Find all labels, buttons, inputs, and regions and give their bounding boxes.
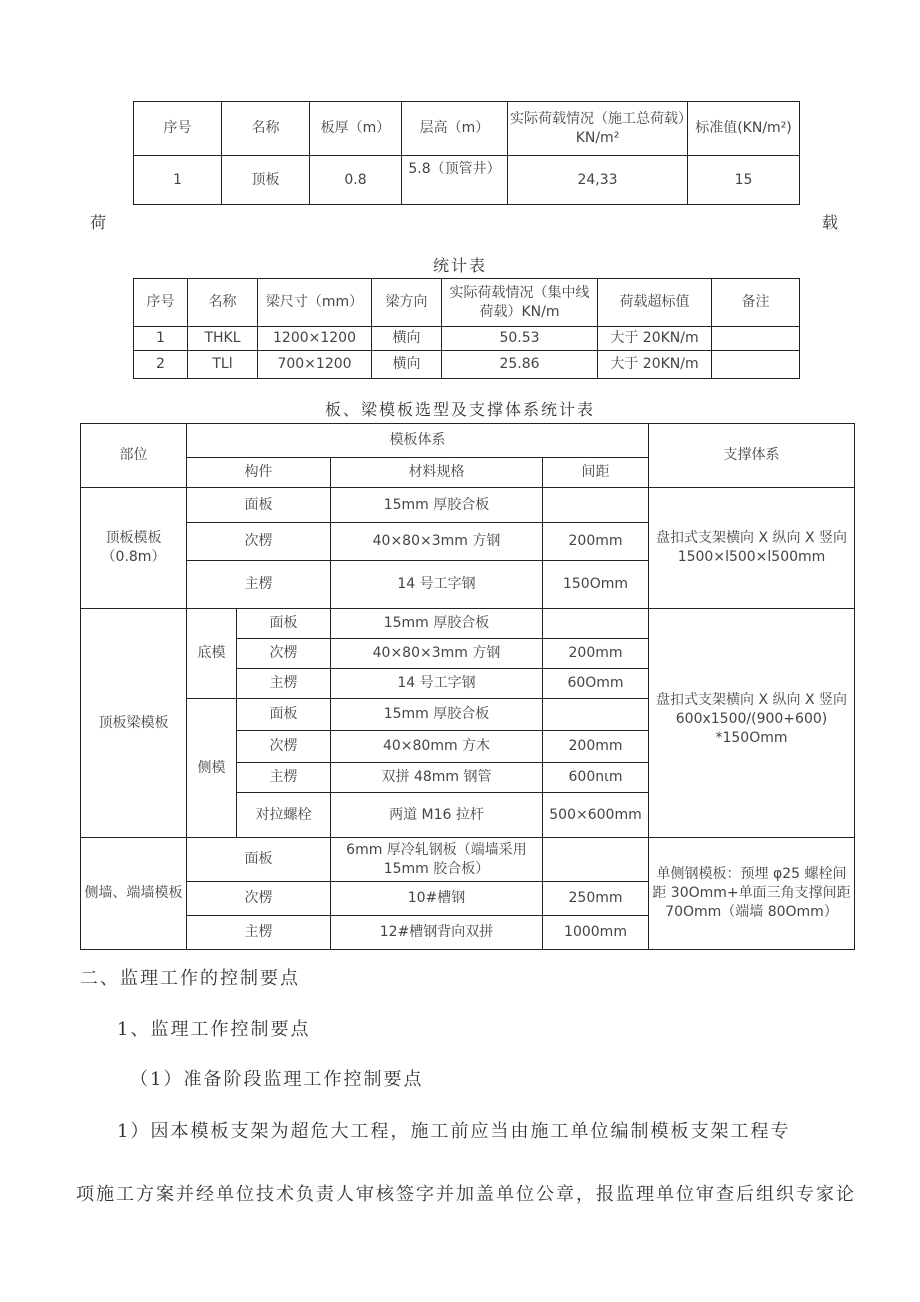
header-cell: 材料规格: [331, 458, 543, 488]
table-cell: 1200×1200: [258, 327, 372, 351]
table-cell: 次楞: [187, 882, 331, 916]
title-char-right: 载: [822, 213, 841, 232]
section-label: 顶板梁模板: [81, 609, 187, 838]
header-cell: 序号: [134, 102, 222, 156]
table-cell: 15mm 厚胶合板: [331, 699, 543, 731]
table-cell: 40×80mm 方木: [331, 731, 543, 763]
table-cell: 次楞: [187, 523, 331, 561]
table-cell: 横向: [372, 351, 442, 379]
table-cell: 250mm: [543, 882, 649, 916]
table-cell: 1: [134, 156, 222, 205]
header-cell: 部位: [81, 424, 187, 488]
header-cell: 实际荷载情况（施工总荷载）KN/m²: [508, 102, 688, 156]
table-cell: 顶板: [222, 156, 310, 205]
table-cell: [712, 351, 800, 379]
table-cell: [543, 838, 649, 882]
table-cell: 大于 20KN/m: [598, 327, 712, 351]
table-cell: [543, 488, 649, 523]
header-cell: 荷载超标值: [598, 279, 712, 327]
table-cell: 横向: [372, 327, 442, 351]
header-cell: 支撑体系: [649, 424, 855, 488]
load-table-slab: [133, 101, 800, 205]
table-cell: [543, 609, 649, 639]
table-cell: 面板: [237, 699, 331, 731]
table-cell: 面板: [237, 609, 331, 639]
paragraph-line: 项施工方案并经单位技术负责人审核签字并加盖单位公章，报监理单位审查后组织专家论: [76, 1184, 856, 1205]
paragraph-line: 1）因本模板支架为超危大工程，施工前应当由施工单位编制模板支架工程专: [117, 1121, 791, 1142]
table-cell: [712, 327, 800, 351]
subsection-heading: 1、监理工作控制要点: [117, 1019, 311, 1040]
table-cell: 面板: [187, 488, 331, 523]
support-cell: 盘扣式支架横向 X 纵向 X 竖向 600x1500/(900+600) *150Omm: [649, 609, 855, 838]
table-cell: 14 号工字钢: [331, 561, 543, 609]
table-cell: 1000mm: [543, 916, 649, 950]
table-cell: 25.86: [442, 351, 598, 379]
table-cell: 对拉螺栓: [237, 793, 331, 838]
table-cell: 60Omm: [543, 669, 649, 699]
table-cell: 10#槽钢: [331, 882, 543, 916]
table-cell: 5.8（顶管井）: [402, 156, 508, 205]
table-cell: 主楞: [187, 561, 331, 609]
table-cell: 15mm 厚胶合板: [331, 609, 543, 639]
table-cell: 面板: [187, 838, 331, 882]
table-cell: 24,33: [508, 156, 688, 205]
table-cell: 200mm: [543, 731, 649, 763]
formwork-table: [80, 423, 855, 950]
table-cell: 主楞: [237, 669, 331, 699]
table-cell: 0.8: [310, 156, 402, 205]
header-cell: 间距: [543, 458, 649, 488]
header-cell: 名称: [188, 279, 258, 327]
table-cell: 两道 M16 拉杆: [331, 793, 543, 838]
table-cell: 大于 20KN/m: [598, 351, 712, 379]
section-label: 侧墙、端墙模板: [81, 838, 187, 950]
load-table-beam: [133, 278, 800, 379]
header-cell: 名称: [222, 102, 310, 156]
header-cell: 构件: [187, 458, 331, 488]
table-cell: 40×80×3mm 方钢: [331, 523, 543, 561]
header-cell: 板厚（m）: [310, 102, 402, 156]
title-char-left: 荷: [90, 213, 109, 232]
support-cell: 单侧钢模板：预埋 φ25 螺栓间距 30Omm+单面三角支撑间距 70Omm（端墙 80Omm）: [649, 838, 855, 950]
section-heading: 二、监理工作的控制要点: [80, 968, 300, 989]
table-cell: 200mm: [543, 523, 649, 561]
header-cell: 备注: [712, 279, 800, 327]
table-cell: 15mm 厚胶合板: [331, 488, 543, 523]
table-cell: 700×1200: [258, 351, 372, 379]
table-cell: 12#槽钢背向双拼: [331, 916, 543, 950]
table-cell: 主楞: [237, 763, 331, 793]
subsection-heading: （1）准备阶段监理工作控制要点: [130, 1069, 424, 1090]
header-cell: 层高（m）: [402, 102, 508, 156]
support-cell: 盘扣式支架横向 X 纵向 X 竖向 1500×l500×l500mm: [649, 488, 855, 609]
table-cell: 15: [688, 156, 800, 205]
table-cell: 6mm 厚冷轧钢板（端墙采用 15mm 胶合板）: [331, 838, 543, 882]
header-cell: 实际荷载情况（集中线荷载）KN/m: [442, 279, 598, 327]
table-cell: 50.53: [442, 327, 598, 351]
table-title: 板、梁模板选型及支撑体系统计表: [324, 400, 595, 419]
table-cell: 500×600mm: [543, 793, 649, 838]
table-cell: 150Omm: [543, 561, 649, 609]
header-cell: 梁尺寸（mm）: [258, 279, 372, 327]
header-cell: 标准值(KN/m²): [688, 102, 800, 156]
table-cell: [543, 699, 649, 731]
header-cell: 序号: [134, 279, 188, 327]
sub-section-label: 底模: [187, 609, 237, 699]
table-cell: TLl: [188, 351, 258, 379]
table-cell: 双拼 48mm 钢管: [331, 763, 543, 793]
table-title: 统计表: [432, 256, 487, 275]
table-cell: 次楞: [237, 731, 331, 763]
table-cell: 2: [134, 351, 188, 379]
table-cell: 200mm: [543, 639, 649, 669]
table-cell: 600nιm: [543, 763, 649, 793]
sub-section-label: 侧模: [187, 699, 237, 838]
table-cell: 次楞: [237, 639, 331, 669]
table-cell: 主楞: [187, 916, 331, 950]
table-cell: 1: [134, 327, 188, 351]
section-label: 顶板模板（0.8m）: [81, 488, 187, 609]
header-cell: 模板体系: [187, 424, 649, 458]
header-cell: 梁方向: [372, 279, 442, 327]
table-cell: 40×80×3mm 方钢: [331, 639, 543, 669]
table-cell: 14 号工字钢: [331, 669, 543, 699]
table-cell: THKL: [188, 327, 258, 351]
